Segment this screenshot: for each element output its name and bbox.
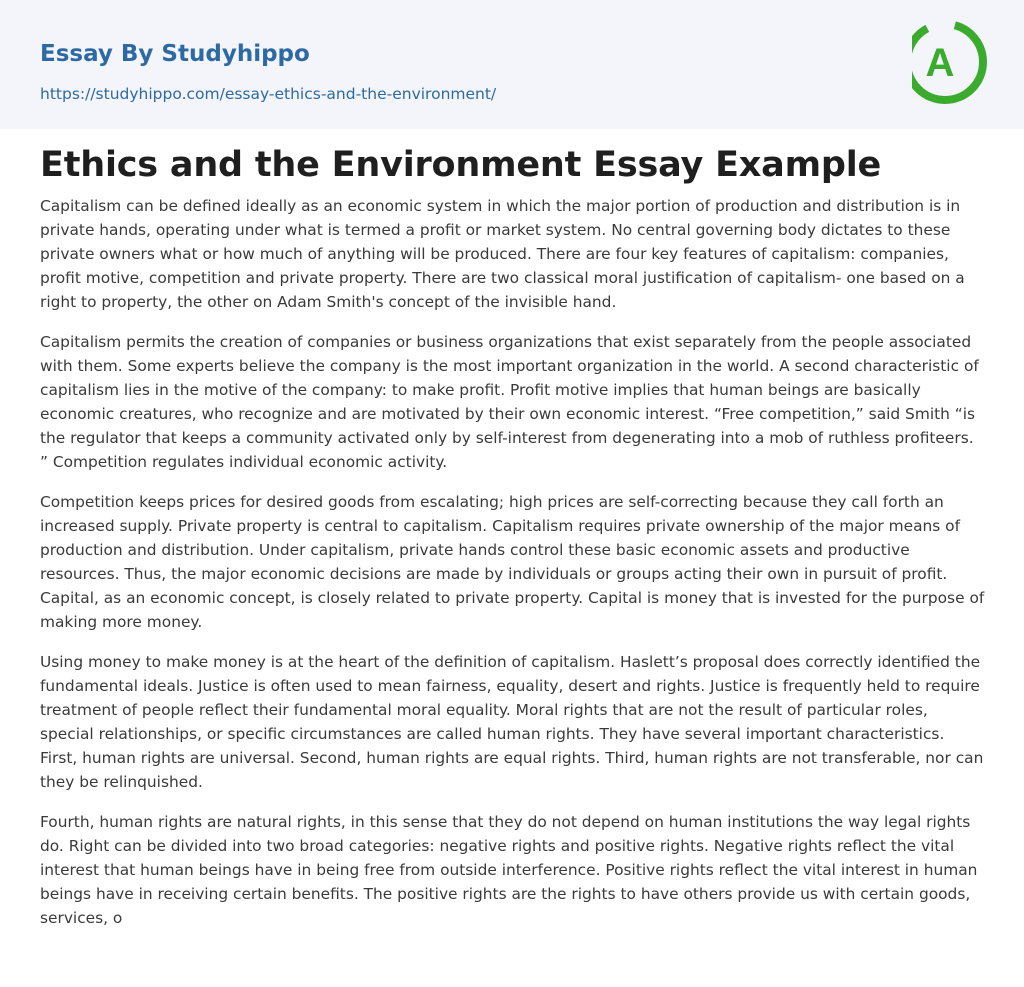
studyhippo-logo-icon[interactable] xyxy=(912,18,988,106)
essay-title: Ethics and the Environment Essay Example xyxy=(40,145,882,185)
essay-url-link[interactable]: https://studyhippo.com/essay-ethics-and-the-environment/ xyxy=(40,85,497,103)
essay-paragraph: Competition keeps prices for desired goods from escalating; high prices are self-correcting because they call forth an increased supply. Private property is central to capitalism. Capitalism requires private ownership of the major means of production and distribution. Under capitalism, private hands control these basic economic assets and productive resources. Thus, the major economic decisions are made by individuals or groups acting their own in pursuit of profit. Capital, as an economic concept, is closely related to private property. Capital is money that is invested for the purpose of making more money. xyxy=(40,493,985,631)
logo-letter: A xyxy=(925,41,955,85)
essay-paragraph: Capitalism can be defined ideally as an economic system in which the major portion of production and distribution is in private hands, operating under what is termed a profit or market system. No central governing body dictates to these private owners what or how much of anything will be produced. There are four key features of capitalism: companies, profit motive, competition and private property. There are two classical moral justification of capitalism- one based on a right to property, the other on Adam Smith's concept of the invisible hand. xyxy=(40,197,965,311)
site-header xyxy=(0,0,1024,129)
essay-paragraph: Fourth, human rights are natural rights, in this sense that they do not depend on human institutions the way legal rights do. Right can be divided into two broad categories: negative rights and positive rights. Negative rights reflect the vital interest that human beings have in being free from outside interference. Positive rights reflect the vital interest in human beings have in receiving certain benefits. The positive rights are the rights to have others provide us with certain goods, services, o xyxy=(40,813,978,927)
essay-paragraph: Capitalism permits the creation of companies or business organizations that exist separately from the people associated with them. Some experts believe the company is the most important organization in the world. A second characteristic of capitalism lies in the motive of the company: to make profit. Profit motive implies that human beings are basically economic creatures, who recognize and are motivated by their own economic interest. “Free competition,” said Smith “is the regulator that keeps a community activated only by self-interest from degenerating into a mob of ruthless profiteers. ” Competition regulates individual economic activity. xyxy=(40,333,979,471)
essay-paragraph: Using money to make money is at the heart of the definition of capitalism. Haslett’s proposal does correctly identified the fundamental ideals. Justice is often used to mean fairness, equality, desert and rights. Justice is frequently held to require treatment of people reflect their fundamental moral equality. Moral rights that are not the result of particular roles, special relationships, or specific circumstances are called human rights. They have several important characteristics. First, human rights are universal. Second, human rights are equal rights. Third, human rights are not transferable, nor can they be relinquished. xyxy=(40,653,984,791)
site-brand[interactable]: Essay By Studyhippo xyxy=(40,41,310,67)
essay-body xyxy=(40,194,986,946)
